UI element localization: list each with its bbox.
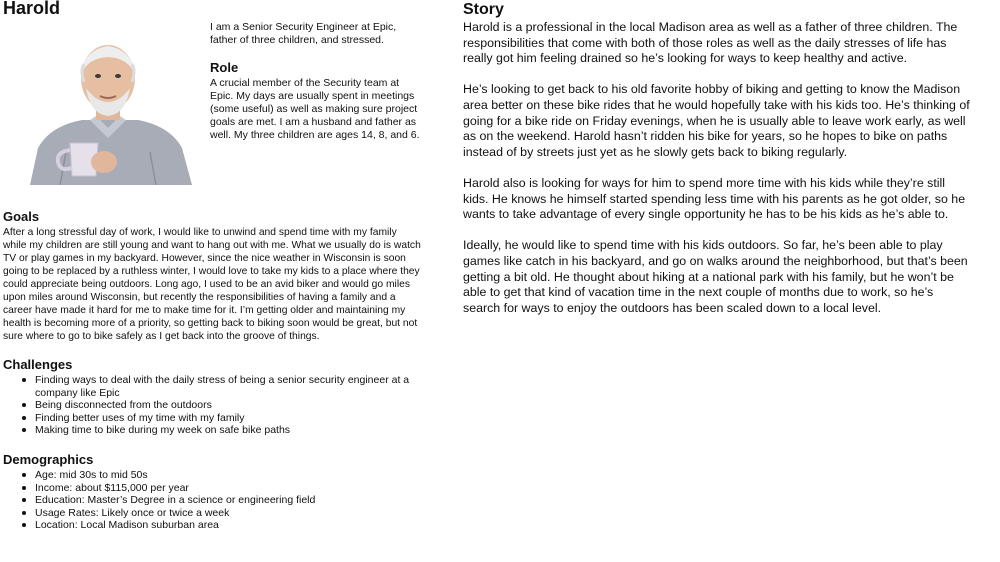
- bullet-icon: [22, 486, 26, 490]
- bullet-icon: [22, 511, 26, 515]
- role-heading: Role: [210, 60, 239, 75]
- list-item: Income: about $115,000 per year: [3, 482, 423, 495]
- persona-name: Harold: [3, 0, 61, 18]
- persona-intro: I am a Senior Security Engineer at Epic, father of three children, and stressed.: [210, 21, 397, 46]
- list-item: Finding better uses of my time with my family: [3, 412, 423, 425]
- list-item: Age: mid 30s to mid 50s: [3, 469, 423, 482]
- bullet-icon: [22, 473, 26, 477]
- challenges-heading: Challenges: [3, 357, 73, 372]
- challenges-list: [3, 374, 423, 437]
- list-item: Making time to bike during my week on safe bike paths: [3, 424, 423, 437]
- story-paragraph: Harold also is looking for ways for him to spend more time with his kids while they’re still kids. He knows he himself started spending less time with his parents as he got older, so he wants to take advantage of every single opportunity he has to be his kids as he’s able to.: [463, 175, 966, 222]
- bullet-icon: [22, 416, 26, 420]
- list-item: Usage Rates: Likely once or twice a week: [3, 507, 423, 520]
- goals-heading: Goals: [3, 209, 40, 224]
- story-heading: Story: [463, 1, 504, 18]
- story-paragraph: He’s looking to get back to his old favorite hobby of biking and getting to know the Madison area better on these bike rides that he would hopefully take with his kids too. He’s thinking of going for a bike ride on Friday evenings, when he is usually able to leave work early, as well as on the weekend. Harold hasn’t ridden his bike for years, so he hopes to bike on paths instead of by streets just yet as he slowly gets back to biking regularly.: [463, 82, 970, 159]
- demographics-list: [3, 469, 423, 532]
- list-item: Education: Master’s Degree in a science or engineering field: [3, 494, 423, 507]
- story-body: [463, 20, 973, 332]
- list-item: Being disconnected from the outdoors: [3, 399, 423, 412]
- bullet-icon: [22, 428, 26, 432]
- role-text: A crucial member of the Security team at Epic. My days are usually spent in meetings (some useful) as well as making sure project goals are met. I am a husband and father as well. My three children are ages 14, 8, and 6.: [210, 77, 420, 141]
- story-paragraph: Ideally, he would like to spend time with his kids outdoors. So far, he’s been able to play games like catch in his backyard, and go on walks around the neighborhood, but that’s been getting a bit old. He thought about hiking at a national park with his family, but he won’t be able to get that kind of vacation time in the next couple of months due to work, so he’s search for ways to enjoy the outdoors has been scaled down to a local level.: [463, 238, 968, 315]
- bullet-icon: [22, 523, 26, 527]
- demographics-heading: Demographics: [3, 452, 94, 467]
- bullet-icon: [22, 403, 26, 407]
- list-item: Location: Local Madison suburban area: [3, 519, 423, 532]
- persona-photo: [20, 30, 200, 185]
- list-item: Finding ways to deal with the daily stress of being a senior security engineer at a company like Epic: [3, 374, 423, 399]
- bullet-icon: [22, 378, 26, 382]
- story-paragraph: Harold is a professional in the local Madison area as well as a father of three children. The responsibilities that come with both of those roles as well as the daily stresses of life has really got him feeling drained so he’s looking for ways to keep healthy and active.: [463, 20, 958, 66]
- goals-text: After a long stressful day of work, I would like to unwind and spend time with my family while my children are still young and want to hang out with me. What we usually do is watch TV or play games in my backyard. However, since the nice weather in Wisconsin is soon going to be replaced by a ruthless winter, I would love to take my kids to a place where they could appreciate being outdoors. Long ago, I used to be an avid biker and would go miles upon miles around Wisconsin, but recently the responsibilities of having a family and a career have made it hard for me to make time for it. I’m getting older and maintaining my health is becoming more of a priority, so getting back to biking soon would be great, but not sure where to go to bike safely as I get back into the groove of things.: [3, 227, 421, 342]
- bullet-icon: [22, 498, 26, 502]
